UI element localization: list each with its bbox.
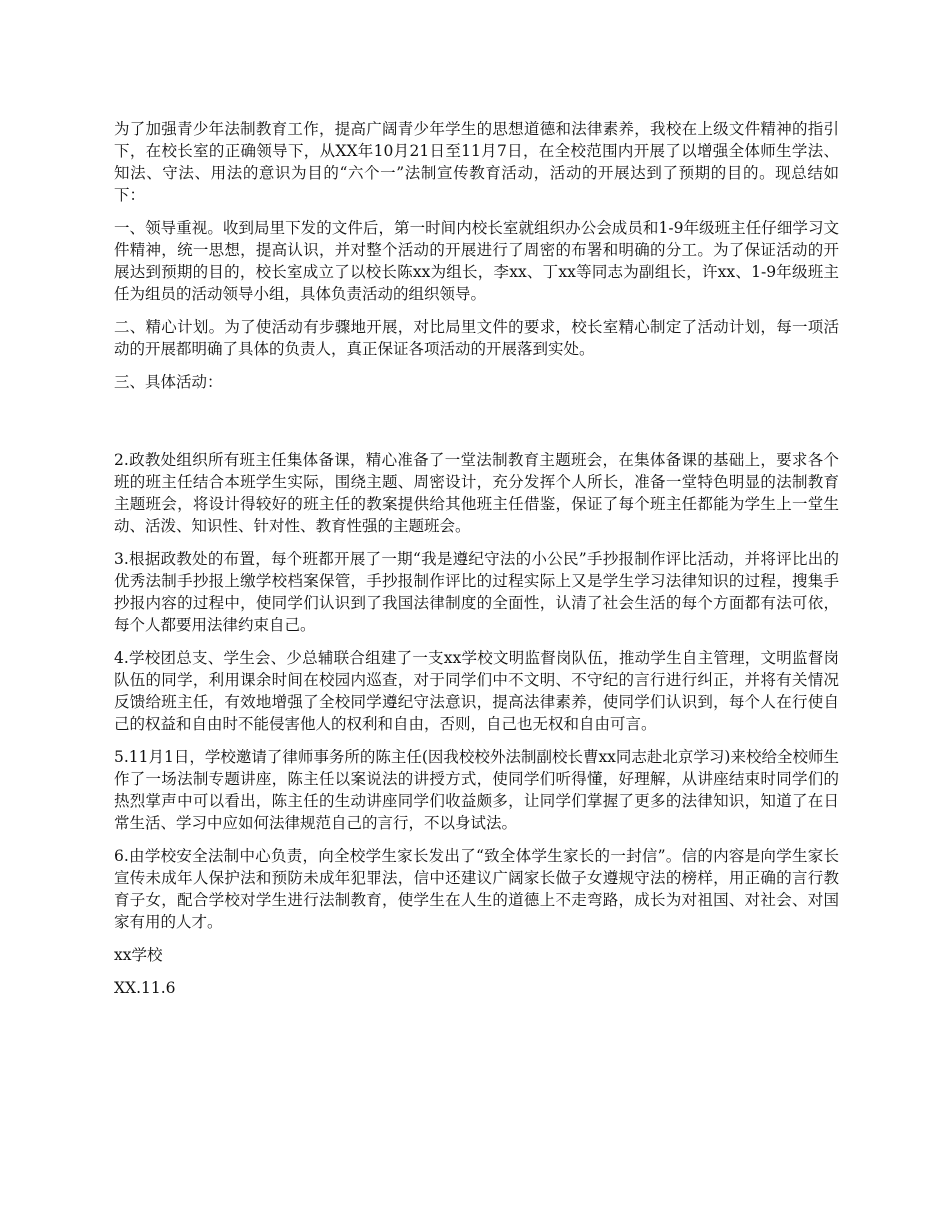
document-date: XX.11.6 (114, 979, 176, 997)
section-leadership-paragraph: 一、领导重视。收到局里下发的文件后，第一时间内校长室就组织办公会成员和1-9年级班主任仔细学习文件精神，统一思想，提高认识，并对整个活动的开展进行了周密的布署和明确的分工。为了保证活动的开展达到预期的目的，校长室成立了以校长陈xx为组长，李xx、丁xx等同志为副组长，许xx、1-9年级班主任为组员的活动领导小组，具体负责活动的组织领导。 (114, 219, 839, 303)
section-activities-heading: 三、具体活动： (114, 373, 223, 391)
section-planning-paragraph: 二、精心计划。为了使活动有步骤地开展，对比局里文件的要求，校长室精心制定了活动计划，每一项活动的开展都明确了具体的负责人，真正保证各项活动的开展落到实处。 (114, 318, 839, 358)
activity-item-6: 6.由学校安全法制中心负责，向全校学生家长发出了“致全体学生家长的一封信”。信的内容是向学生家长宣传未成年人保护法和预防未成年犯罪法，信中还建议广阔家长做子女遵规守法的榜样，用正确的言行教育子女，配合学校对学生进行法制教育，使学生在人生的道德上不走弯路，成长为对祖国、对社会、对国家有用的人才。 (114, 847, 839, 931)
signature: xx学校 (114, 946, 163, 964)
activity-item-3: 3.根据政教处的布置，每个班都开展了一期“我是遵纪守法的小公民”手抄报制作评比活动，并将评比出的优秀法制手抄报上缴学校档案保管，手抄报制作评比的过程实际上又是学生学习法律知识的过程，搜集手抄报内容的过程中，使同学们认识到了我国法律制度的全面性，认清了社会生活的每个方面都有法可依，每个人都要用法律约束自己。 (114, 550, 839, 634)
activity-item-5: 5.11月1日，学校邀请了律师事务所的陈主任(因我校校外法制副校长曹xx同志赴北京学习)来校给全校师生作了一场法制专题讲座，陈主任以案说法的讲授方式，使同学们听得懂，好理解，从讲座结束时同学们的热烈掌声中可以看出，陈主任的生动讲座同学们收益颇多，让同学们掌握了更多的法律知识，知道了在日常生活、学习中应如何法律规范自己的言行，不以身试法。 (114, 748, 839, 832)
blank-gap (114, 404, 839, 449)
document-page (114, 118, 839, 1010)
activity-item-4: 4.学校团总支、学生会、少总辅联合组建了一支xx学校文明监督岗队伍，推动学生自主管理，文明监督岗队伍的同学，利用课余时间在校园内巡查，对于同学们中不文明、不守纪的言行进行纠正，并将有关情况反馈给班主任，有效地增强了全校同学遵纪守法意识，提高法律素养，使同学们认识到，每个人在行使自己的权益和自由时不能侵害他人的权利和自由，否则，自己也无权和自由可言。 (114, 649, 839, 733)
activity-item-2: 2.政教处组织所有班主任集体备课，精心准备了一堂法制教育主题班会，在集体备课的基础上，要求各个班的班主任结合本班学生实际，围绕主题、周密设计，充分发挥个人所长，准备一堂特色明显的法制教育主题班会，将设计得较好的班主任的教案提供给其他班主任借鉴，保证了每个班主任都能为学生上一堂生动、活泼、知识性、针对性、教育性强的主题班会。 (114, 451, 839, 535)
intro-paragraph: 为了加强青少年法制教育工作，提高广阔青少年学生的思想道德和法律素养，我校在上级文件精神的指引下，在校长室的正确领导下，从XX年10月21日至11月7日，在全校范围内开展了以增强全体师生学法、知法、守法、用法的意识为目的“六个一”法制宣传教育活动，活动的开展达到了预期的目的。现总结如下： (114, 120, 839, 204)
